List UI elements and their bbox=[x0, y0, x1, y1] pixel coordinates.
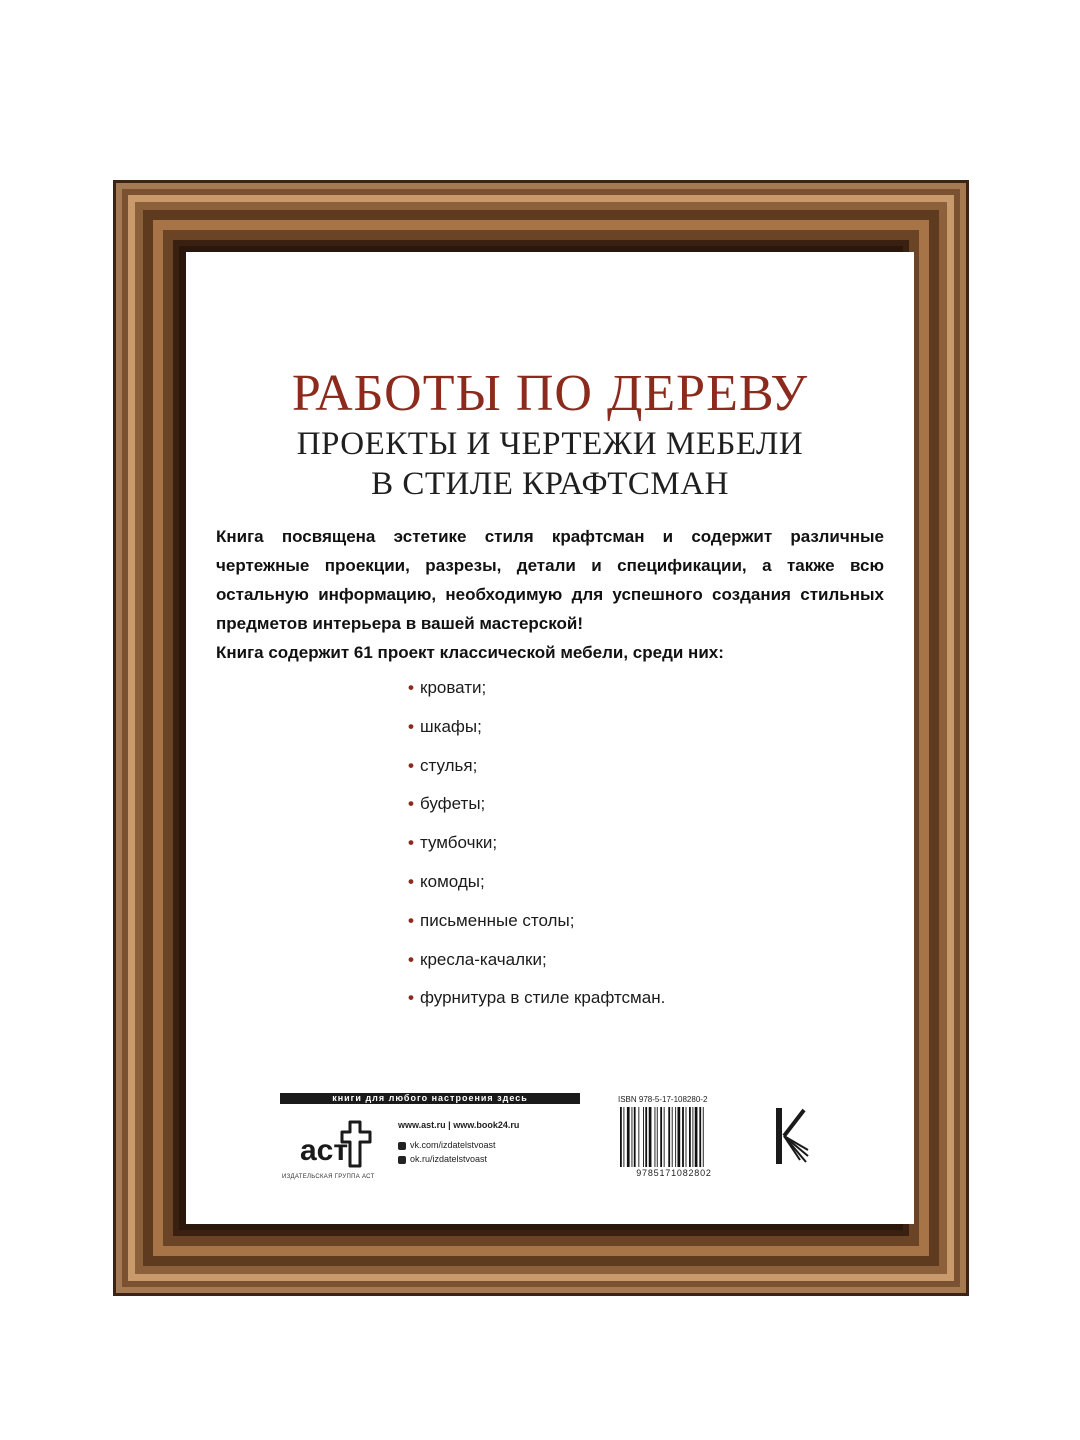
bullet-icon: • bbox=[408, 988, 414, 1008]
bullet-icon: • bbox=[408, 716, 414, 736]
bullet-icon: • bbox=[408, 910, 414, 930]
project-list bbox=[408, 676, 665, 1025]
bullet-icon: • bbox=[408, 794, 414, 814]
bullet-icon: • bbox=[408, 678, 414, 697]
list-item: • фурнитура в стиле крафтсман. bbox=[408, 986, 665, 1025]
websites-link[interactable]: www.ast.ru | www.book24.ru bbox=[398, 1120, 520, 1130]
book-subtitle bbox=[186, 424, 914, 504]
intro-paragraph: Книга посвящена эстетике стиля крафтсман и содержит различные чертежные проекции, разрезы, детали и спецификации, а также всю остальную информацию, необходимую для успешного создания стильных предметов интерьера в вашей мастерской! bbox=[216, 527, 884, 633]
list-item: • стулья; bbox=[408, 754, 665, 793]
barcode-number: 9785171082802 bbox=[636, 1168, 712, 1178]
list-item: • кресла-качалки; bbox=[408, 948, 665, 987]
bullet-icon: • bbox=[408, 833, 414, 853]
book-title: РАБОТЫ ПО ДЕРЕВУ bbox=[291, 365, 809, 422]
subtitle-line-1: ПРОЕКТЫ И ЧЕРТЕЖИ МЕБЕЛИ bbox=[296, 426, 804, 462]
ast-caption: ИЗДАТЕЛЬСКАЯ ГРУППА АСТ bbox=[282, 1174, 375, 1180]
barcode-icon bbox=[618, 1107, 728, 1167]
bullet-icon: • bbox=[408, 755, 414, 775]
list-item: • тумбочки; bbox=[408, 831, 665, 870]
book-back-cover bbox=[186, 252, 914, 1224]
list-item: • буфеты; bbox=[408, 792, 665, 831]
publisher-tagline: книги для любого настроения здесь bbox=[280, 1093, 580, 1104]
list-item: • кровати; bbox=[408, 676, 665, 715]
publisher-links bbox=[398, 1118, 519, 1166]
bullet-icon: • bbox=[408, 871, 414, 891]
contents-heading: Книга содержит 61 проект классической мебели, среди них: bbox=[216, 643, 724, 662]
vk-icon bbox=[398, 1142, 406, 1150]
bullet-icon: • bbox=[408, 949, 414, 969]
ast-logo-icon bbox=[298, 1114, 378, 1170]
isbn-label: ISBN 978-5-17-108280-2 bbox=[618, 1095, 708, 1104]
list-item: • комоды; bbox=[408, 870, 665, 909]
ok-icon bbox=[398, 1156, 406, 1164]
publisher-k-logo-icon bbox=[774, 1104, 810, 1168]
ok-link[interactable]: ok.ru/izdatelstvoast bbox=[398, 1152, 519, 1166]
subtitle-line-2: В СТИЛЕ КРАФТСМАН bbox=[371, 466, 729, 502]
vk-link[interactable]: vk.com/izdatelstvoast bbox=[398, 1138, 519, 1152]
list-item: • шкафы; bbox=[408, 715, 665, 754]
ast-logo-text: аст bbox=[300, 1134, 349, 1167]
list-item: • письменные столы; bbox=[408, 909, 665, 948]
